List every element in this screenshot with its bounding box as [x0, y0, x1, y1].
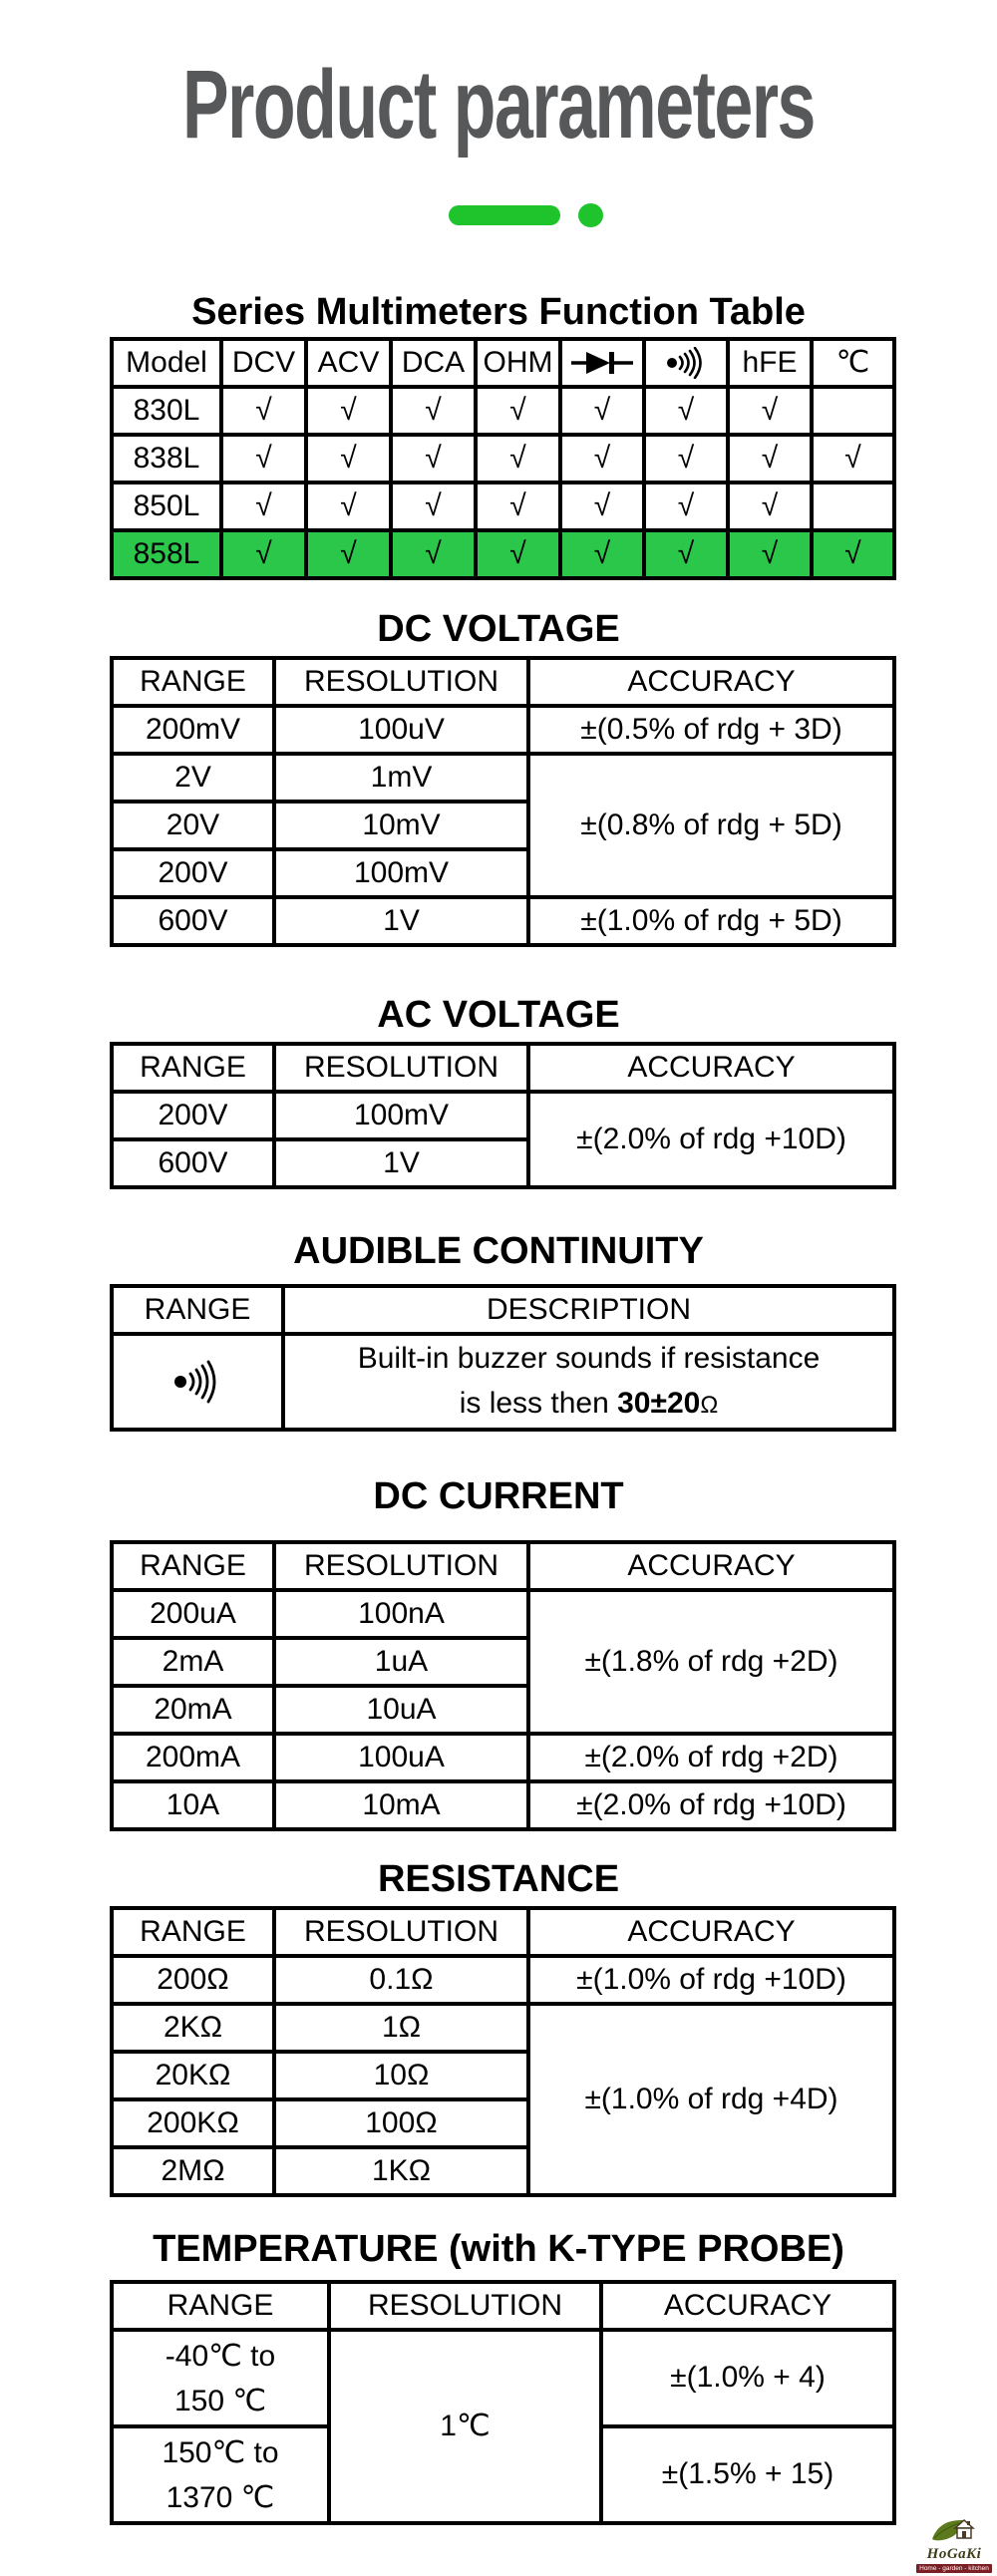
table-row-838L: 838L √ √ √ √ √ √ √ √: [112, 435, 894, 483]
table-row: -40℃ to 150 ℃ 1℃ ±(1.0% + 4): [112, 2330, 894, 2426]
col-resolution: RESOLUTION: [274, 1542, 528, 1590]
leaf-house-icon: [916, 2517, 992, 2547]
col-accuracy: ACCURACY: [528, 658, 894, 706]
col-accuracy: ACCURACY: [528, 1542, 894, 1590]
continuity-range-cell: [112, 1334, 283, 1430]
green-dot: [578, 203, 603, 227]
title-decoration: [27, 203, 997, 227]
function-table-header-row: [112, 339, 894, 387]
audible-continuity-table: [110, 1284, 896, 1432]
continuity-description-line2: is less then 30±20Ω: [459, 1387, 719, 1420]
header-row: [112, 658, 894, 706]
continuity-description-line1: Built-in buzzer sounds if resistance: [357, 1342, 821, 1375]
col-resolution: RESOLUTION: [329, 2282, 601, 2330]
heading-dc-current: DC CURRENT: [373, 1475, 624, 1517]
col-accuracy: ACCURACY: [528, 1044, 894, 1092]
table-row: 10A 10mA ±(2.0% of rdg +10D): [112, 1781, 894, 1829]
table-row: 200KΩ 100Ω: [112, 2099, 894, 2147]
col-continuity: [644, 339, 728, 387]
col-range: RANGE: [112, 1908, 274, 1956]
col-acv: ACV: [306, 339, 391, 387]
col-accuracy: ACCURACY: [528, 1908, 894, 1956]
header-row: [112, 1044, 894, 1092]
merged-accuracy-cell: ±(1.8% of rdg +2D): [528, 1590, 894, 1734]
table-row: 600V 1V: [112, 1139, 894, 1187]
col-resolution: RESOLUTION: [274, 1908, 528, 1956]
table-row-858L-highlighted: 858L √ √ √ √ √ √ √ √: [112, 530, 894, 578]
col-model: Model: [112, 339, 221, 387]
model-cell: 850L: [112, 483, 221, 530]
range-cell: 150℃ to 1370 ℃: [112, 2426, 329, 2523]
dc-voltage-table: [110, 656, 896, 947]
table-row-850L: 850L √ √ √ √ √ √ √: [112, 483, 894, 530]
merged-resolution-cell: 1℃: [329, 2330, 601, 2523]
col-accuracy: ACCURACY: [601, 2282, 894, 2330]
table-row: [112, 1334, 894, 1430]
continuity-icon: [646, 341, 726, 385]
logo-name: HoGaKi: [926, 2546, 982, 2562]
dc-current-table: [110, 1540, 896, 1831]
col-range: RANGE: [112, 1542, 274, 1590]
table-row: 20mA 10uA: [112, 1686, 894, 1734]
heading-audible-continuity: AUDIBLE CONTINUITY: [293, 1230, 704, 1272]
range-cell: -40℃ to 150 ℃: [112, 2330, 329, 2426]
table-row-830L: 830L √ √ √ √ √ √ √: [112, 387, 894, 435]
col-diode: [560, 339, 644, 387]
table-row: 600V 1V ±(1.0% of rdg + 5D): [112, 897, 894, 945]
table-row: 2KΩ 1Ω ±(1.0% of rdg +4D): [112, 2004, 894, 2052]
table-row: 200Ω 0.1Ω ±(1.0% of rdg +10D): [112, 1956, 894, 2004]
diode-icon: [562, 341, 642, 385]
col-dcv: DCV: [221, 339, 306, 387]
heading-resistance: RESISTANCE: [377, 1858, 620, 1900]
model-cell: 838L: [112, 435, 221, 483]
table-row: 200V 100mV: [112, 849, 894, 897]
table-row: 20V 10mV: [112, 802, 894, 849]
merged-accuracy-cell: ±(2.0% of rdg +10D): [528, 1092, 894, 1187]
col-range: RANGE: [112, 1044, 274, 1092]
page-title: Product parameters: [182, 50, 815, 159]
header-row: [112, 2282, 894, 2330]
green-dash: [449, 205, 560, 225]
model-cell: 858L: [112, 530, 221, 578]
table-row: 2V 1mV ±(0.8% of rdg + 5D): [112, 754, 894, 802]
col-description: DESCRIPTION: [283, 1286, 894, 1334]
table-row: 200V 100mV ±(2.0% of rdg +10D): [112, 1092, 894, 1139]
continuity-icon: [114, 1336, 281, 1428]
resistance-table: [110, 1906, 896, 2197]
table-row: 20KΩ 10Ω: [112, 2052, 894, 2099]
header-row: [112, 1286, 894, 1334]
table-row: 200mV 100uV ±(0.5% of rdg + 3D): [112, 706, 894, 754]
table-row: 2MΩ 1KΩ: [112, 2147, 894, 2195]
col-resolution: RESOLUTION: [274, 658, 528, 706]
table-row: 2mA 1uA: [112, 1638, 894, 1686]
col-ohm: OHM: [476, 339, 560, 387]
merged-accuracy-cell: ±(1.0% of rdg +4D): [528, 2004, 894, 2195]
col-range: RANGE: [112, 2282, 329, 2330]
hogaki-logo: [916, 2517, 992, 2573]
header-row: [112, 1542, 894, 1590]
merged-accuracy-cell: ±(0.8% of rdg + 5D): [528, 754, 894, 897]
temperature-table: [110, 2280, 896, 2525]
col-dca: DCA: [391, 339, 476, 387]
header-row: [112, 1908, 894, 1956]
continuity-description-cell: [283, 1334, 894, 1430]
col-range: RANGE: [112, 658, 274, 706]
ac-voltage-table: [110, 1042, 896, 1189]
model-cell: 830L: [112, 387, 221, 435]
heading-function-table: Series Multimeters Function Table: [191, 291, 806, 333]
col-resolution: RESOLUTION: [274, 1044, 528, 1092]
col-range: RANGE: [112, 1286, 283, 1334]
col-hfe: hFE: [728, 339, 812, 387]
table-row: 200uA 100nA ±(1.8% of rdg +2D): [112, 1590, 894, 1638]
table-row: 200mA 100uA ±(2.0% of rdg +2D): [112, 1734, 894, 1781]
function-table: [110, 337, 896, 580]
table-row: 150℃ to 1370 ℃ ±(1.5% + 15): [112, 2426, 894, 2523]
logo-tagline: Home - garden - kitchen: [916, 2564, 992, 2573]
heading-ac-voltage: AC VOLTAGE: [377, 994, 620, 1036]
heading-dc-voltage: DC VOLTAGE: [377, 608, 620, 650]
heading-temperature: TEMPERATURE (with K-TYPE PROBE): [153, 2228, 844, 2270]
col-temperature: ℃: [812, 339, 894, 387]
